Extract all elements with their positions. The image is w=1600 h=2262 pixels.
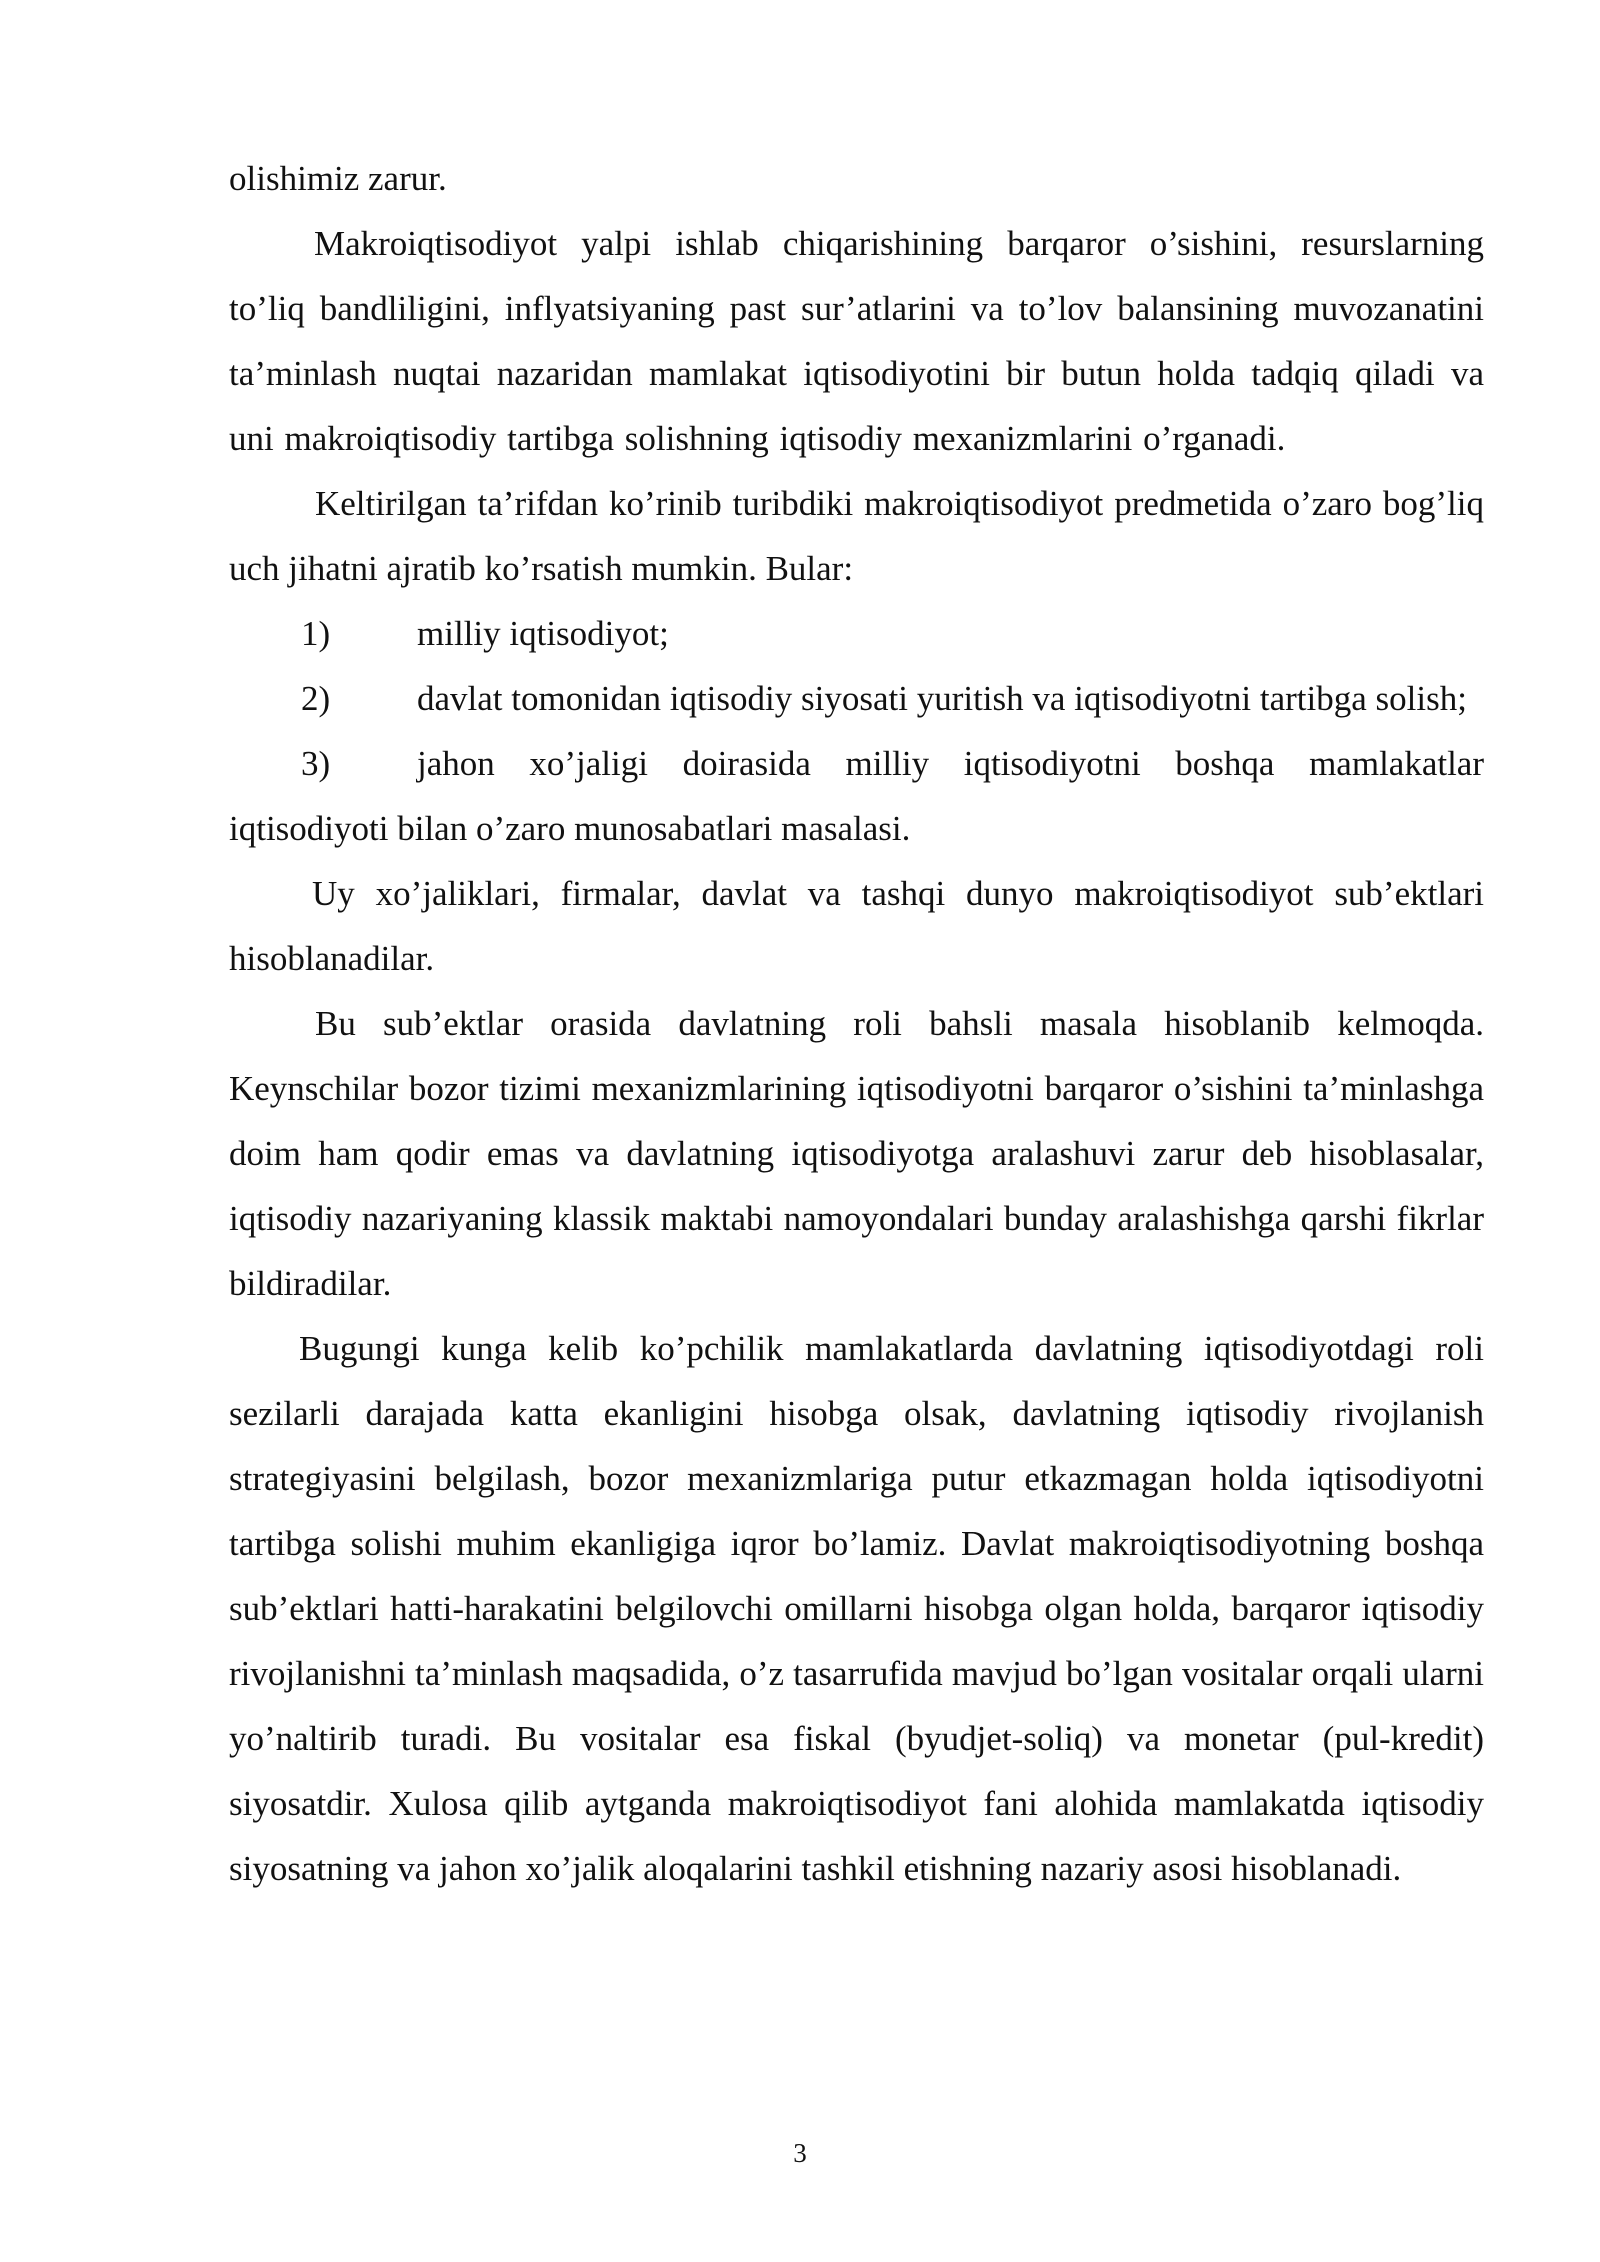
paragraph-continuation: olishimiz zarur. [229, 159, 447, 198]
list-number: 3) [301, 744, 331, 783]
paragraph-aspects-intro: Keltirilgan ta’rifdan ko’rinib turibdiki makroiqtisodiyot predmetida o’zaro bog’liq uch jihatni ajratib ko’rsatish mumkin. Bular: [229, 484, 1484, 588]
paragraph-conclusion: Bugungi kunga kelib ko’pchilik mamlakatlarda davlatning iqtisodiyotdagi roli sezilarli darajada katta ekanligini hisobga olsak, davlatning iqtisodiy rivojlanish strategiyasini belgilash, bozor mexanizmlariga putur etkazmagan holda iqtisodiyotni tartibga solishi muhim ekanligiga iqror bo’lamiz. Davlat makroiqtisodiyotning boshqa sub’ektlari hatti-harakatini belgilovchi omillarni hisobga olgan holda, barqaror iqtisodiy rivojlanishni ta’minlash maqsadida, o’z tasarrufida mavjud bo’lgan vositalar orqali ularni yo’naltirib turadi. Bu vositalar esa fiskal (byudjet-soliq) va monetar (pul-kredit) siyosatdir. Xulosa qilib aytganda makroiqtisodiyot fani alohida mamlakatda iqtisodiy siyosatning va jahon xo’jalik aloqalarini tashkil etishning nazariy asosi hisoblanadi. [229, 1329, 1484, 1888]
list-number: 2) [301, 679, 331, 718]
paragraph-subjects: Uy xo’jaliklari, firmalar, davlat va tashqi dunyo makroiqtisodiyot sub’ektlari hisoblanadilar. [229, 874, 1484, 978]
list-item [229, 601, 1484, 666]
list-number: 1) [301, 614, 331, 653]
paragraph-definition: Makroiqtisodiyot yalpi ishlab chiqarishining barqaror o’sishini, resurslarning to’liq bandliligini, inflyatsiyaning past sur’atlarini va to’lov balansining muvozanatini ta’minlash nuqtai nazaridan mamlakat iqtisodiyotini bir butun holda tadqiq qiladi va uni makroiqtisodiy tartibga solishning iqtisodiy mexanizmlarini o’rganadi. [229, 224, 1484, 458]
document-body [229, 146, 1484, 1901]
list-item [229, 666, 1484, 731]
list-text: milliy iqtisodiyot; [417, 614, 669, 653]
list-text: jahon xo’jaligi doirasida milliy iqtisodiyotni boshqa mamlakatlar iqtisodiyoti bilan o’zaro munosabatlari masalasi. [229, 744, 1484, 848]
list-item [229, 731, 1484, 861]
list-text: davlat tomonidan iqtisodiy siyosati yuritish va iqtisodiyotni tartibga solish; [417, 679, 1467, 718]
page-number: 3 [793, 2138, 807, 2168]
paragraph-state-role: Bu sub’ektlar orasida davlatning roli bahsli masala hisoblanib kelmoqda. Keynschilar bozor tizimi mexanizmlarining iqtisodiyotni barqaror o’sishini ta’minlashga doim ham qodir emas va davlatning iqtisodiyotga aralashuvi zarur deb hisoblasalar, iqtisodiy nazariyaning klassik maktabi namoyondalari bunday aralashishga qarshi fikrlar bildiradilar. [229, 1004, 1484, 1303]
